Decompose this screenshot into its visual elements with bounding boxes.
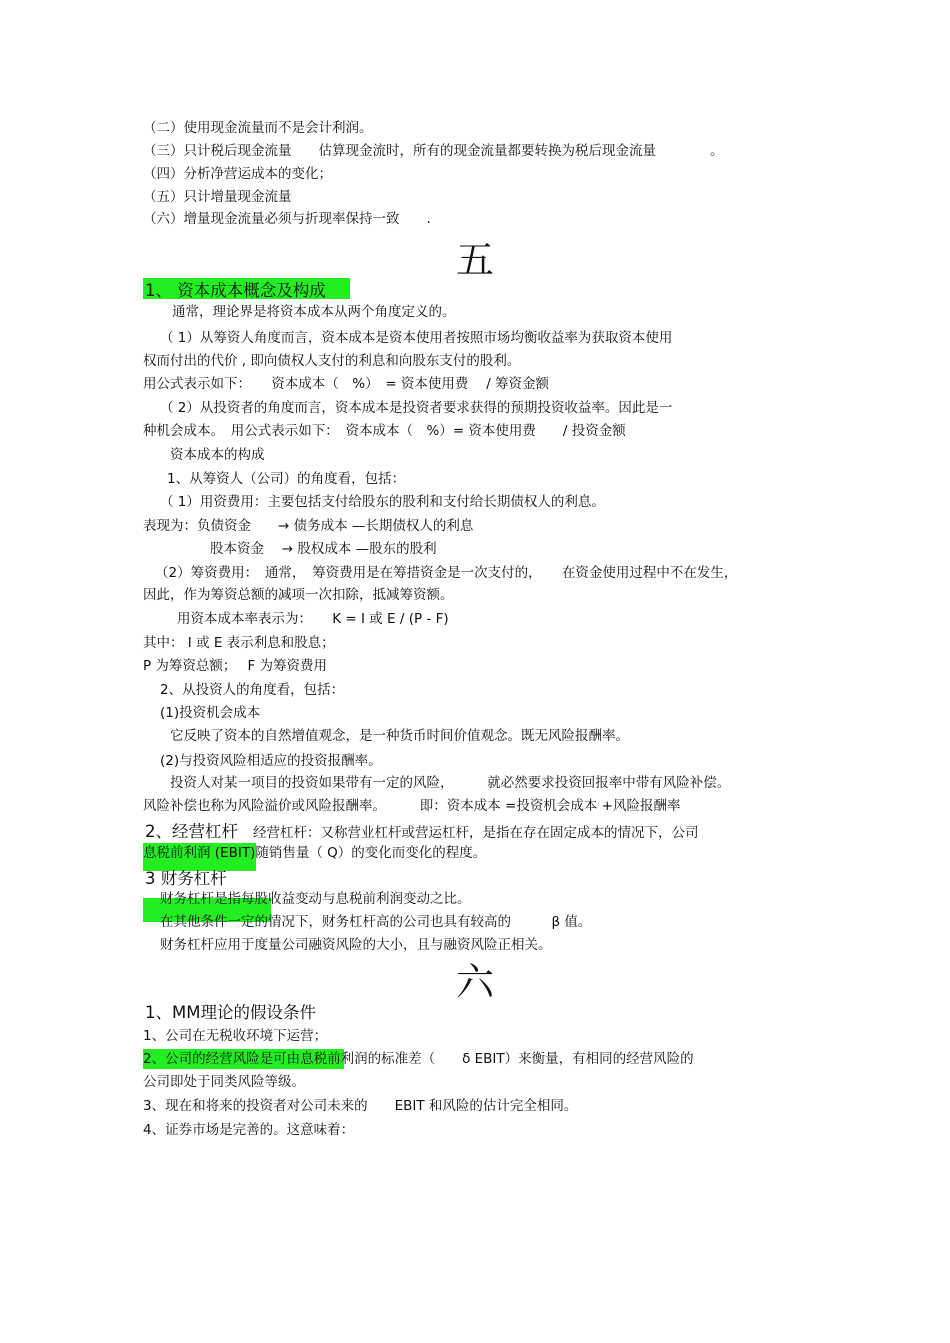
text-line: （三）只计税后现金流量 估算现金流时，所有的现金流量都要转换为税后现金流量 。 (143, 143, 724, 159)
text-line: 用公式表示如下： 资本成本（ %） = 资本使用费 / 筹资金额 (143, 376, 550, 392)
chapter-heading-6: 六 (456, 960, 495, 1004)
text-line: （ 1）用资费用：主要包括支付给股东的股利和支付给长期债权人的利息。 (160, 494, 605, 510)
text-line: 1、公司在无税收环境下运营； (143, 1028, 328, 1044)
text-line: 在其他条件一定的情况下，财务杠杆高的公司也具有较高的 β 值。 (160, 914, 592, 930)
text-line: 投资人对某一项目的投资如果带有一定的风险， 就必然要求投资回报率中带有风险补偿。 (170, 775, 731, 791)
text-line: （六）增量现金流量必须与折现率保持一致 . (143, 211, 431, 227)
text-line: （四）分析净营运成本的变化； (143, 166, 332, 182)
text-line: 用资本成本率表示为： K = I 或 E / (P - F) (177, 611, 449, 627)
text-line: 财务杠杆应用于度量公司融资风险的大小，且与融资风险正相关。 (160, 937, 552, 953)
text-line: 1、从筹资人（公司）的角度看，包括： (167, 471, 406, 487)
section-heading: 3 财务杠杆 (145, 869, 227, 888)
text-line: 风险补偿也称为风险溢价或风险报酬率。 即：资本成本 =投资机会成本 +风险报酬率 (143, 798, 681, 814)
chapter-heading-5: 五 (456, 238, 495, 282)
text-line: 其中： I 或 E 表示利息和股息； (143, 635, 335, 651)
text-line: (1)投资机会成本 (160, 705, 261, 721)
text-line: 它反映了资本的自然增值观念，是一种货币时间价值观念。既无风险报酬率。 (170, 728, 629, 744)
text-line: 资本成本的构成 (170, 447, 265, 463)
text-line: （二）使用现金流量而不是会计利润。 (143, 120, 373, 136)
text-line: 经营杠杆：又称营业杠杆或营运杠杆，是指在存在固定成本的情况下，公司 (253, 825, 699, 841)
text-line: 2、公司的经营风险是可由息税前利润的标准差（ δ EBIT）来衡量，有相同的经营风险的 (143, 1051, 694, 1067)
text-line: 2、从投资人的角度看，包括： (160, 682, 345, 698)
text-line: （2）筹资费用： 通常， 筹资费用是在筹措资金是一次支付的， 在资金使用过程中不在发生， (155, 565, 738, 581)
section-heading: 1、 资本成本概念及构成 (145, 281, 326, 300)
text-line: 股本资金 → 股权成本 —股东的股利 (210, 541, 437, 557)
text-line: 因此，作为筹资总额的减项一次扣除，抵减筹资额。 (143, 587, 454, 603)
section-heading: 1、MM理论的假设条件 (145, 1003, 316, 1022)
text-line: 财务杠杆是指每股收益变动与息税前利润变动之比。 (160, 891, 471, 907)
text-line: 4、证券市场是完善的。这意味着： (143, 1122, 355, 1138)
text-line: 表现为：负债资金 → 债务成本 —长期债权人的利息 (143, 518, 474, 534)
text-line: 3、现在和将来的投资者对公司未来的 EBIT 和风险的估计完全相同。 (143, 1098, 578, 1114)
text-line: 通常，理论界是将资本成本从两个角度定义的。 (172, 304, 456, 320)
text-line: 种机会成本。 用公式表示如下： 资本成本（ %）= 资本使用费 / 投资金额 (143, 423, 626, 439)
text-line: 息税前利润 (EBIT)随销售量（ Q）的变化而变化的程度。 (143, 845, 487, 861)
text-line: (2)与投资风险相适应的投资报酬率。 (160, 753, 382, 769)
text-line: （五）只计增量现金流量 (143, 189, 292, 205)
section-heading: 2、经营杠杆 (145, 822, 238, 841)
text-line: 公司即处于同类风险等级。 (143, 1074, 305, 1090)
text-line: （ 1）从筹资人角度而言，资本成本是资本使用者按照市场均衡收益率为获取资本使用 (160, 330, 673, 346)
text-line: 权而付出的代价 , 即向债权人支付的利息和向股东支付的股利。 (143, 353, 521, 369)
text-line: （ 2）从投资者的角度而言，资本成本是投资者要求获得的预期投资收益率。因此是一 (160, 400, 673, 416)
text-line: P 为筹资总额； F 为筹资费用 (143, 658, 328, 674)
